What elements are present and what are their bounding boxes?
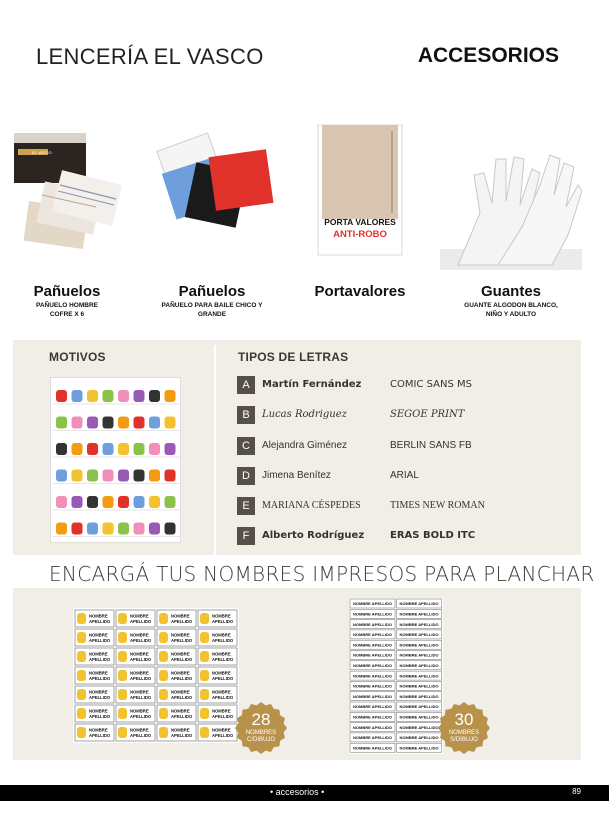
motif-icon xyxy=(72,417,83,429)
product-subtitle: PAÑUELO PARA BAILE CHICO Y GRANDE xyxy=(161,302,263,318)
motif-icon xyxy=(134,443,145,455)
font-sample-name: Martín Fernández xyxy=(262,379,362,390)
minion-icon xyxy=(159,689,168,700)
motif-icon xyxy=(134,417,145,429)
motif-icon xyxy=(149,443,160,455)
portavalores-tag-line2: ANTI-ROBO xyxy=(333,229,387,240)
label-apellido: APELLIDO xyxy=(212,695,234,700)
label-apellido: APELLIDO xyxy=(130,657,152,662)
font-row-c xyxy=(237,437,567,455)
motif-icon xyxy=(56,390,67,402)
motif-icon xyxy=(72,496,83,508)
motif-icon xyxy=(165,470,176,482)
label-apellido: APELLIDO xyxy=(130,638,152,643)
label-nombre-apellido: NOMBRE APELLIDO xyxy=(399,693,439,699)
font-letter-badge: B xyxy=(237,406,255,424)
label-nombre: NOMBRE xyxy=(130,651,149,657)
font-letter-badge: F xyxy=(237,527,255,545)
label-nombre-apellido: NOMBRE APELLIDO xyxy=(353,663,392,668)
motivos-title: MOTIVOS xyxy=(49,350,106,364)
label-nombre-apellido: NOMBRE APELLIDO xyxy=(353,735,392,741)
motif-icon xyxy=(87,523,98,535)
label-nombre: NOMBRE xyxy=(171,670,190,676)
encarga-title: ENCARGÁ TUS NOMBRES IMPRESOS PARA PLANCHAR xyxy=(49,562,595,586)
font-letter-badge: D xyxy=(237,467,255,485)
label-nombre-apellido: NOMBRE APELLIDO xyxy=(353,693,392,699)
label-apellido: APELLIDO xyxy=(171,676,193,681)
font-name: ARIAL xyxy=(390,470,419,481)
label-nombre-apellido: NOMBRE APELLIDO xyxy=(399,642,439,648)
minion-icon xyxy=(200,708,209,719)
font-sample-name: Jimena Benítez xyxy=(262,470,331,481)
box-brand-text: EL VASCO xyxy=(32,150,52,155)
product-subtitle: GUANTE ALGODON BLANCO, NIÑO Y ADULTO xyxy=(464,302,558,318)
font-letter-badge: C xyxy=(237,437,255,455)
font-name: ERAS BOLD ITC xyxy=(390,530,476,541)
label-apellido: APELLIDO xyxy=(89,676,111,681)
motif-icon xyxy=(56,523,67,535)
badge-number: 28 xyxy=(251,710,271,729)
label-nombre-apellido: NOMBRE APELLIDO xyxy=(353,704,392,710)
motif-icon xyxy=(72,390,83,402)
label-sheet-with-drawing xyxy=(73,608,239,743)
badge-caption: NOMBRES S/DIBUJO xyxy=(448,730,480,743)
label-nombre-apellido: NOMBRE APELLIDO xyxy=(353,724,392,730)
motif-icon xyxy=(87,470,98,482)
font-row-e xyxy=(237,497,567,515)
badge-number: 30 xyxy=(454,710,474,729)
minion-icon xyxy=(200,689,209,700)
minion-icon xyxy=(77,670,86,681)
label-apellido: APELLIDO xyxy=(212,714,234,719)
label-nombre-apellido: NOMBRE APELLIDO xyxy=(353,683,392,689)
font-name: TIMES NEW ROMAN xyxy=(390,500,485,511)
label-apellido: APELLIDO xyxy=(89,657,111,662)
motif-icon xyxy=(72,523,83,535)
product-panuelos-hombre xyxy=(12,115,122,325)
motif-icon xyxy=(149,417,160,429)
motivos-icons xyxy=(51,378,182,544)
label-nombre-apellido: NOMBRE APELLIDO xyxy=(399,704,439,710)
motif-icon xyxy=(165,496,176,508)
label-nombre: NOMBRE xyxy=(89,689,108,695)
motif-icon xyxy=(149,390,160,402)
motif-icon xyxy=(103,417,114,429)
label-nombre: NOMBRE xyxy=(171,708,190,714)
label-nombre: NOMBRE xyxy=(212,651,231,657)
motif-icon xyxy=(118,417,129,429)
portavalores-tag-line1: PORTA VALORES xyxy=(324,217,396,227)
minion-icon xyxy=(77,613,86,624)
product-title: Pañuelos xyxy=(33,283,101,300)
motif-icon xyxy=(149,496,160,508)
label-nombre: NOMBRE xyxy=(171,651,190,657)
label-nombre: NOMBRE xyxy=(171,727,190,733)
label-apellido: APELLIDO xyxy=(171,714,193,719)
label-nombre-apellido: NOMBRE APELLIDO xyxy=(399,632,439,638)
label-nombre-apellido: NOMBRE APELLIDO xyxy=(353,611,392,617)
page-number: 89 xyxy=(572,787,581,796)
panel-divider xyxy=(214,345,216,555)
minion-icon xyxy=(200,651,209,662)
font-sample-name: Alejandra Giménez xyxy=(262,440,348,451)
font-row-a xyxy=(237,376,567,394)
label-nombre-apellido: NOMBRE APELLIDO xyxy=(353,601,392,607)
label-nombre: NOMBRE xyxy=(130,708,149,714)
minion-icon xyxy=(77,708,86,719)
badge-30 xyxy=(438,702,490,754)
label-nombre: NOMBRE xyxy=(130,613,149,619)
label-nombre: NOMBRE xyxy=(171,613,190,619)
product-title: Portavalores xyxy=(314,283,406,300)
badge-28 xyxy=(235,702,287,754)
label-nombre-apellido: NOMBRE APELLIDO xyxy=(399,745,439,751)
minion-icon xyxy=(200,632,209,643)
product-title: Guantes xyxy=(480,283,541,300)
motif-icon xyxy=(87,496,98,508)
motif-icon xyxy=(118,390,129,402)
minion-icon xyxy=(159,727,168,738)
font-letter-badge: E xyxy=(237,497,255,515)
motif-icon xyxy=(165,443,176,455)
label-sheet-without-drawing xyxy=(349,598,443,754)
section-title: ACCESORIOS xyxy=(417,44,559,67)
label-apellido: APELLIDO xyxy=(171,619,193,624)
font-sample-name: Lucas Rodriguez xyxy=(262,409,347,420)
label-sheet-b-grid xyxy=(349,598,443,754)
label-nombre-apellido: NOMBRE APELLIDO xyxy=(353,652,392,658)
label-apellido: APELLIDO xyxy=(89,733,111,738)
label-apellido: APELLIDO xyxy=(89,714,111,719)
motif-icon xyxy=(87,443,98,455)
motif-icon xyxy=(56,443,67,455)
label-apellido: APELLIDO xyxy=(212,676,234,681)
minion-icon xyxy=(118,708,127,719)
motif-icon xyxy=(118,470,129,482)
label-nombre-apellido: NOMBRE APELLIDO xyxy=(353,642,392,648)
font-row-b xyxy=(237,406,567,424)
label-nombre-apellido: NOMBRE APELLIDO xyxy=(399,683,439,689)
minion-icon xyxy=(159,708,168,719)
label-apellido: APELLIDO xyxy=(89,695,111,700)
label-apellido: APELLIDO xyxy=(171,733,193,738)
label-apellido: APELLIDO xyxy=(212,638,234,643)
label-apellido: APELLIDO xyxy=(212,657,234,662)
product-portavalores xyxy=(306,115,414,325)
motif-icon xyxy=(118,523,129,535)
font-name: COMIC SANS MS xyxy=(390,379,472,390)
font-row-f xyxy=(237,527,567,545)
minion-icon xyxy=(118,727,127,738)
minion-icon xyxy=(118,689,127,700)
label-apellido: APELLIDO xyxy=(89,619,111,624)
minion-icon xyxy=(118,670,127,681)
label-apellido: APELLIDO xyxy=(130,695,152,700)
footer-section: • accesorios • xyxy=(270,787,325,797)
label-nombre-apellido: NOMBRE APELLIDO xyxy=(399,673,439,679)
motif-icon xyxy=(87,417,98,429)
motif-icon xyxy=(165,417,176,429)
colored-handkerchiefs-image xyxy=(148,115,276,270)
font-letter-badge: A xyxy=(237,376,255,394)
minion-icon xyxy=(200,613,209,624)
label-nombre-apellido: NOMBRE APELLIDO xyxy=(399,663,439,668)
brand-title: LENCERÍA EL VASCO xyxy=(36,44,264,69)
motif-icon xyxy=(165,523,176,535)
label-nombre: NOMBRE xyxy=(130,689,149,695)
font-name: SEGOE PRINT xyxy=(390,409,465,420)
label-nombre: NOMBRE xyxy=(212,632,231,638)
label-nombre: NOMBRE xyxy=(130,670,149,676)
minion-icon xyxy=(200,727,209,738)
minion-icon xyxy=(159,613,168,624)
motif-icon xyxy=(103,390,114,402)
white-gloves-image xyxy=(440,115,582,270)
minion-icon xyxy=(159,670,168,681)
font-sample-name: MARIANA CÉSPEDES xyxy=(262,500,361,511)
product-guantes xyxy=(440,115,582,325)
label-sheet-a-grid xyxy=(73,608,239,743)
label-nombre: NOMBRE xyxy=(212,727,231,733)
minion-icon xyxy=(118,651,127,662)
minion-icon xyxy=(118,613,127,624)
motif-icon xyxy=(56,496,67,508)
motif-icon xyxy=(103,470,114,482)
minion-icon xyxy=(77,689,86,700)
handkerchief-box-image xyxy=(12,115,122,270)
label-apellido: APELLIDO xyxy=(212,619,234,624)
minion-icon xyxy=(77,651,86,662)
footer-bar xyxy=(0,785,609,801)
motif-icon xyxy=(118,496,129,508)
label-nombre: NOMBRE xyxy=(212,670,231,676)
label-nombre-apellido: NOMBRE APELLIDO xyxy=(353,745,392,751)
label-apellido: APELLIDO xyxy=(171,657,193,662)
label-nombre: NOMBRE xyxy=(171,632,190,638)
minion-icon xyxy=(159,651,168,662)
motif-icon xyxy=(87,390,98,402)
motif-icon xyxy=(149,523,160,535)
minion-icon xyxy=(77,727,86,738)
product-subtitle: PAÑUELO HOMBRE COFRE X 6 xyxy=(36,302,98,318)
label-nombre: NOMBRE xyxy=(130,632,149,638)
label-apellido: APELLIDO xyxy=(171,695,193,700)
label-apellido: APELLIDO xyxy=(130,676,152,681)
motif-icon xyxy=(56,417,67,429)
label-nombre-apellido: NOMBRE APELLIDO xyxy=(353,621,392,627)
label-apellido: APELLIDO xyxy=(89,638,111,643)
label-nombre: NOMBRE xyxy=(212,613,231,619)
motif-icon xyxy=(134,523,145,535)
motif-icon xyxy=(165,390,176,402)
label-apellido: APELLIDO xyxy=(171,638,193,643)
motif-icon xyxy=(56,470,67,482)
label-nombre: NOMBRE xyxy=(89,632,108,638)
label-nombre-apellido: NOMBRE APELLIDO xyxy=(399,724,439,730)
label-nombre-apellido: NOMBRE APELLIDO xyxy=(399,601,439,607)
label-nombre-apellido: NOMBRE APELLIDO xyxy=(399,714,439,720)
label-nombre: NOMBRE xyxy=(171,689,190,695)
label-nombre: NOMBRE xyxy=(89,727,108,733)
label-nombre-apellido: NOMBRE APELLIDO xyxy=(399,735,439,741)
label-nombre: NOMBRE xyxy=(89,613,108,619)
motif-icon xyxy=(103,523,114,535)
font-row-d xyxy=(237,467,567,485)
product-panuelos-baile xyxy=(148,115,276,325)
label-nombre-apellido: NOMBRE APELLIDO xyxy=(353,714,392,720)
money-belt-image xyxy=(306,115,414,270)
motivos-grid-image xyxy=(50,377,181,543)
badge-caption: NOMBRES C/DIBUJO xyxy=(245,730,277,743)
motif-icon xyxy=(134,390,145,402)
label-nombre: NOMBRE xyxy=(212,689,231,695)
motif-icon xyxy=(103,443,114,455)
label-nombre-apellido: NOMBRE APELLIDO xyxy=(399,652,439,658)
minion-icon xyxy=(159,632,168,643)
label-nombre: NOMBRE xyxy=(89,670,108,676)
font-sample-name: Alberto Rodríguez xyxy=(262,530,365,541)
motif-icon xyxy=(103,496,114,508)
minion-icon xyxy=(200,670,209,681)
motif-icon xyxy=(72,443,83,455)
minion-icon xyxy=(118,632,127,643)
label-nombre-apellido: NOMBRE APELLIDO xyxy=(399,611,439,617)
label-nombre-apellido: NOMBRE APELLIDO xyxy=(399,621,439,627)
minion-icon xyxy=(77,632,86,643)
label-nombre-apellido: NOMBRE APELLIDO xyxy=(353,632,392,638)
motif-icon xyxy=(118,443,129,455)
label-apellido: APELLIDO xyxy=(130,714,152,719)
label-nombre: NOMBRE xyxy=(89,651,108,657)
label-apellido: APELLIDO xyxy=(212,733,234,738)
font-name: BERLIN SANS FB xyxy=(390,440,472,451)
label-nombre: NOMBRE xyxy=(130,727,149,733)
label-nombre: NOMBRE xyxy=(212,708,231,714)
label-nombre: NOMBRE xyxy=(89,708,108,714)
motif-icon xyxy=(134,470,145,482)
product-title: Pañuelos xyxy=(178,283,246,300)
tipos-letras-title: TIPOS DE LETRAS xyxy=(238,350,349,364)
motif-icon xyxy=(149,470,160,482)
label-apellido: APELLIDO xyxy=(130,733,152,738)
label-apellido: APELLIDO xyxy=(130,619,152,624)
label-nombre-apellido: NOMBRE APELLIDO xyxy=(353,673,392,679)
motif-icon xyxy=(134,496,145,508)
motif-icon xyxy=(72,470,83,482)
